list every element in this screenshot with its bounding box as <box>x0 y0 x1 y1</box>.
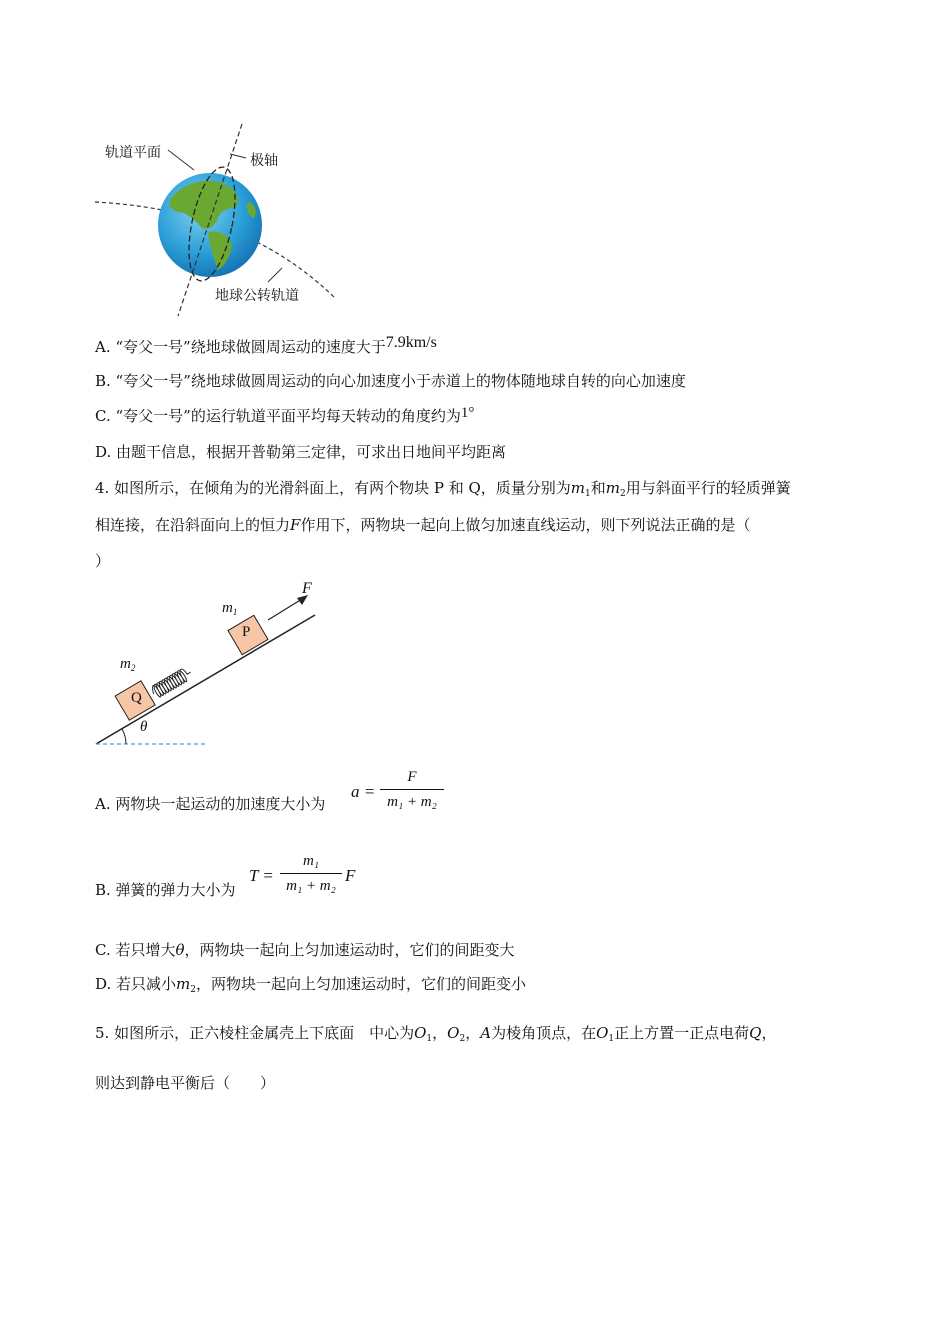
q3-option-c-text: C. “夸父一号”的运行轨道平面平均每天转动的角度约为 <box>95 407 461 425</box>
q4-option-a-fraction <box>380 768 444 811</box>
q3-option-c <box>95 405 474 428</box>
fig-label-m1 <box>222 600 237 617</box>
fig-label-m1-sub: 1 <box>232 607 238 617</box>
polar-axis-leader <box>230 154 246 158</box>
label-polar-axis: 极轴 <box>250 153 278 169</box>
q4-option-a-den: m₁ + m₂ <box>387 794 437 810</box>
q3-option-a <box>95 336 437 359</box>
q3-option-a-value: 7.9km/s <box>385 334 437 351</box>
q5-o2-sub: 2 <box>459 1034 466 1044</box>
q3-option-a-text: A. “夸父一号”绕地球做圆周运动的速度大于 <box>95 338 386 356</box>
q5-a: A <box>480 1024 492 1042</box>
q4-option-d-sub: 2 <box>190 985 196 995</box>
q5-text-2: ， <box>465 1024 481 1042</box>
fig-label-m2 <box>120 656 135 673</box>
q4-option-c <box>95 939 515 961</box>
fig-label-theta: θ <box>140 719 148 735</box>
q5-o1-again: O <box>596 1024 609 1042</box>
q4-stem-text-3: 用与斜面平行的轻质弹簧 <box>625 479 791 497</box>
q5-text-3: 为棱角顶点，在 <box>491 1024 597 1042</box>
q4-stem-line3: ） <box>95 552 111 570</box>
fig-label-m2-sub: 2 <box>130 663 136 673</box>
q4-option-b-rhs: F <box>345 866 356 885</box>
q4-option-b-bar <box>280 873 342 874</box>
q4-stem-text-2: 和 <box>590 479 606 497</box>
q4-option-b-num: m₁ <box>302 853 320 869</box>
q4-option-d-m: m <box>176 975 191 993</box>
fig-label-P: P <box>242 624 251 640</box>
q5-stem-line2: 则达到静电平衡后（ ） <box>95 1074 276 1092</box>
q4-option-d-text-1: D. 若只减小 <box>95 975 177 993</box>
q3-option-b: B. “夸父一号”绕地球做圆周运动的向心加速度小于赤道上的物体随地球自转的向心加速度 <box>95 372 686 390</box>
q4-option-a-lhs: a = <box>351 782 376 801</box>
fig-label-m2-text: m <box>120 656 131 672</box>
angle-arc <box>122 729 126 744</box>
q5-text-1: 5. 如图所示，正六棱柱金属壳上下底面 中心为 <box>95 1024 415 1042</box>
q5-text-5: ， <box>761 1024 777 1042</box>
spring <box>150 666 194 699</box>
q4-m2: m <box>605 479 620 497</box>
q4-option-b-lhs: T = <box>249 866 274 885</box>
q4-option-b: B. 弹簧的弹力大小为 <box>95 881 236 899</box>
q4-stem-line2 <box>95 514 750 536</box>
fig-label-m1-text: m <box>222 600 233 616</box>
q5-o1: O <box>414 1024 427 1042</box>
q4-option-c-text-1: C. 若只增大 <box>95 941 176 959</box>
q3-option-c-value: 1° <box>460 405 475 421</box>
q5-o1-again-sub: 1 <box>608 1034 615 1044</box>
q4-option-c-text-2: ，两物块一起向上匀加速运动时，它们的间距变大 <box>184 941 515 959</box>
q4-stem-text-5: 作用下，两物块一起向上做匀加速直线运动，则下列说法正确的是（ <box>300 516 751 534</box>
q4-m2-sub: 2 <box>620 489 626 499</box>
q4-stem-text-1: 4. 如图所示，在倾角为的光滑斜面上，有两个物块 P 和 Q，质量分别为 <box>95 479 571 497</box>
orbit-plane-leader <box>168 150 194 170</box>
q5-stem-line1 <box>95 1022 776 1050</box>
q5-o1-sub: 1 <box>426 1034 433 1044</box>
fig-label-Q: Q <box>131 690 142 706</box>
fig-label-F-text: F <box>302 580 312 597</box>
q4-stem-text-4: 相连接，在沿斜面向上的恒力 <box>95 516 291 534</box>
q5-o2: O <box>447 1024 460 1042</box>
label-earth-orbit: 地球公转轨道 <box>215 288 299 304</box>
force-arrow-line <box>268 599 302 620</box>
q5-q: Q <box>749 1024 762 1042</box>
q4-option-a-bar <box>380 789 444 790</box>
q4-option-a: A. 两物块一起运动的加速度大小为 <box>95 795 326 813</box>
q4-option-b-fraction <box>280 852 342 895</box>
q5-sep: ， <box>432 1024 448 1042</box>
q4-option-d-text-2: ，两物块一起向上匀加速运动时，它们的间距变小 <box>196 975 527 993</box>
q4-m1-sub: 1 <box>585 489 591 499</box>
incline-surface <box>96 615 315 744</box>
earth-orbit-leader <box>268 268 282 282</box>
q4-stem-line1 <box>95 477 791 505</box>
q4-option-a-num: F <box>407 769 417 785</box>
q5-text-4: 正上方置一正点电荷 <box>614 1024 750 1042</box>
q4-m1: m <box>570 479 586 497</box>
fig-label-F <box>302 580 312 598</box>
label-orbit-plane: 轨道平面 <box>105 145 161 161</box>
q4-option-c-theta: θ <box>175 941 185 959</box>
q4-force: F <box>290 516 301 534</box>
q3-option-d: D. 由题干信息，根据开普勒第三定律，可求出日地间平均距离 <box>95 443 507 461</box>
q4-option-d <box>95 973 526 1001</box>
q4-option-b-den: m₁ + m₂ <box>286 878 336 894</box>
